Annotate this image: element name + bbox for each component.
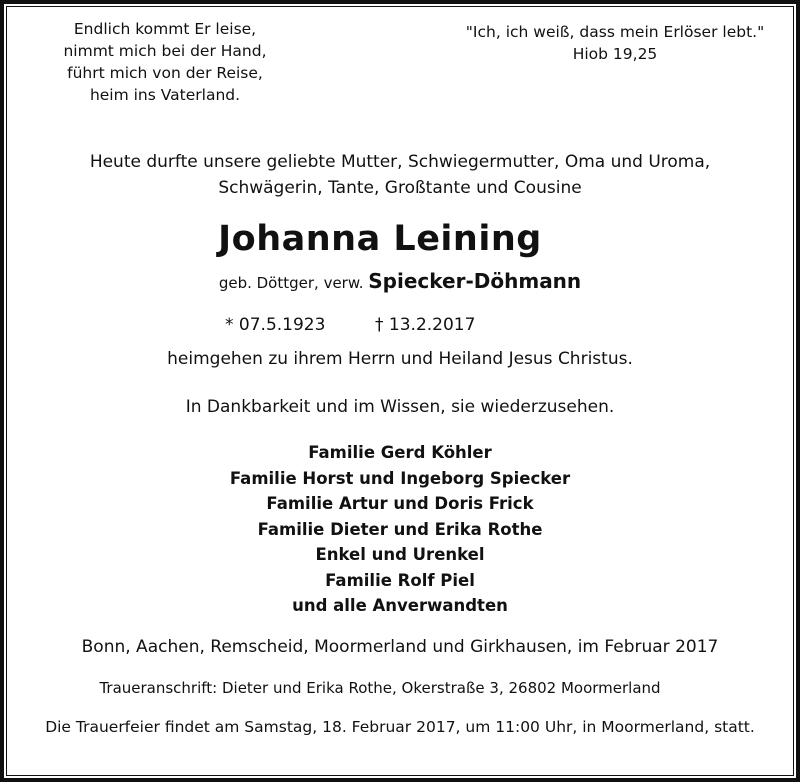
poem-line: führt mich von der Reise,: [67, 64, 263, 82]
poem-line: nimmt mich bei der Hand,: [63, 42, 267, 60]
deceased-name: Johanna Leining: [218, 219, 542, 259]
verse-quote: "Ich, ich weiß, dass mein Erlöser lebt.": [465, 23, 765, 41]
funeral-notice: Die Trauerfeier findet am Samstag, 18. Februar 2017, um 11:00 Uhr, in Moormerland, statt.: [45, 718, 755, 736]
mourner: Enkel und Urenkel: [315, 545, 485, 564]
poem-line: Endlich kommt Er leise,: [73, 20, 257, 38]
poem: [40, 18, 290, 106]
death-date: † 13.2.2017: [375, 315, 476, 335]
poem-line: heim ins Vaterland.: [89, 86, 241, 104]
intro-line: Heute durfte unsere geliebte Mutter, Schwiegermutter, Oma und Uroma,: [89, 152, 711, 172]
gratitude-text: In Dankbarkeit und im Wissen, sie wiederzusehen.: [185, 397, 615, 417]
mourners-list: [150, 440, 650, 619]
mourner: und alle Anverwandten: [292, 596, 508, 615]
mourner: Familie Dieter und Erika Rothe: [257, 519, 543, 539]
passing-text: heimgehen zu ihrem Herrn und Heiland Jesus Christus.: [167, 349, 633, 369]
married-name: Spiecker-Döhmann: [368, 269, 582, 293]
birth-date: * 07.5.1923: [225, 315, 326, 335]
maiden-married-names: [150, 268, 650, 296]
mourning-address: Traueranschrift: Dieter und Erika Rothe, Okerstraße 3, 26802 Moormerland: [99, 679, 661, 697]
place-date: Bonn, Aachen, Remscheid, Moormerland und Girkhausen, im Februar 2017: [81, 637, 719, 657]
mourner: Familie Rolf Piel: [325, 570, 475, 590]
mourner: Familie Gerd Köhler: [308, 443, 492, 462]
intro-line: Schwägerin, Tante, Großtante und Cousine: [218, 178, 582, 198]
maiden-prefix: geb. Döttger, verw.: [218, 274, 364, 292]
intro-text: [20, 149, 780, 201]
mourner: Familie Artur und Doris Frick: [266, 494, 534, 513]
mourner: Familie Horst und Ingeborg Spiecker: [229, 468, 571, 488]
verse-reference: Hiob 19,25: [572, 45, 658, 63]
inner-border: [6, 6, 794, 776]
bible-verse: [440, 21, 790, 65]
